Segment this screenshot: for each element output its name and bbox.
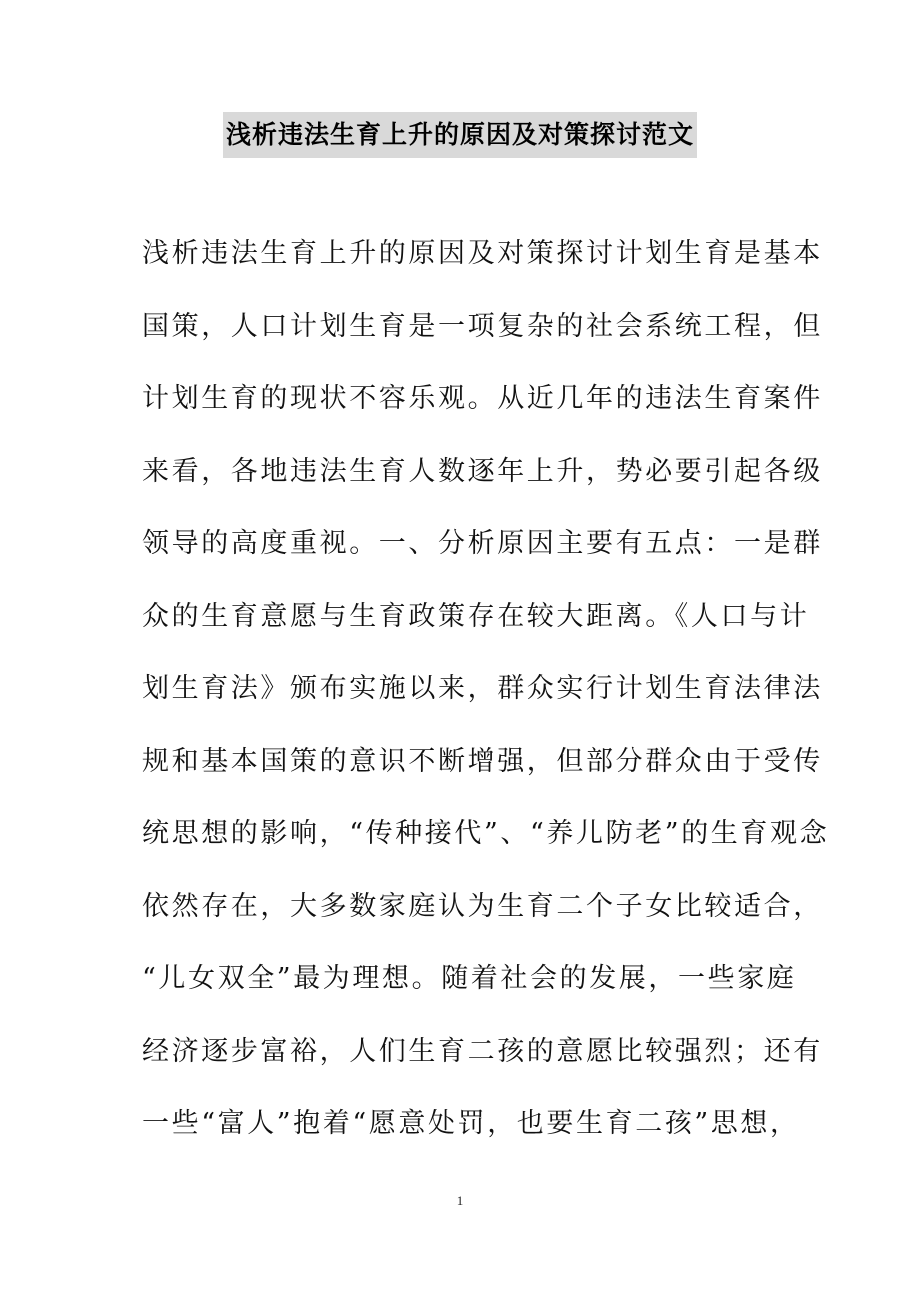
body-line: 一些“富人”抱着“愿意处罚，也要生育二孩”思想，: [142, 1108, 800, 1139]
body-line: 统思想的影响，“传种接代”、“养儿防老”的生育观念: [142, 818, 830, 849]
body-line: 领导的高度重视。一、分析原因主要有五点：一是群: [142, 528, 823, 559]
body-line: 来看，各地违法生育人数逐年上升，势必要引起各级: [142, 455, 823, 487]
document-title: 浅析违法生育上升的原因及对策探讨范文: [223, 112, 697, 158]
document-body: [142, 228, 830, 1171]
body-line: 众的生育意愿与生育政策存在较大距离。《人口与计: [142, 600, 810, 632]
body-line: 规和基本国策的意识不断增强，但部分群众由于受传: [142, 745, 823, 777]
body-line: 经济逐步富裕，人们生育二孩的意愿比较强烈；还有: [142, 1035, 823, 1067]
body-line: 依然存在，大多数家庭认为生育二个子女比较适合，: [142, 890, 823, 922]
page-number: 1: [456, 1193, 464, 1208]
body-line: 划生育法》颁布实施以来，群众实行计划生育法律法: [142, 673, 823, 704]
body-line: 国策，人口计划生育是一项复杂的社会系统工程，但: [142, 310, 823, 342]
body-line: “儿女双全”最为理想。随着社会的发展，一些家庭: [142, 963, 797, 994]
body-line: 计划生育的现状不容乐观。从近几年的违法生育案件: [142, 383, 823, 414]
body-line: 浅析违法生育上升的原因及对策探讨计划生育是基本: [142, 238, 823, 269]
title-container: [0, 112, 920, 158]
